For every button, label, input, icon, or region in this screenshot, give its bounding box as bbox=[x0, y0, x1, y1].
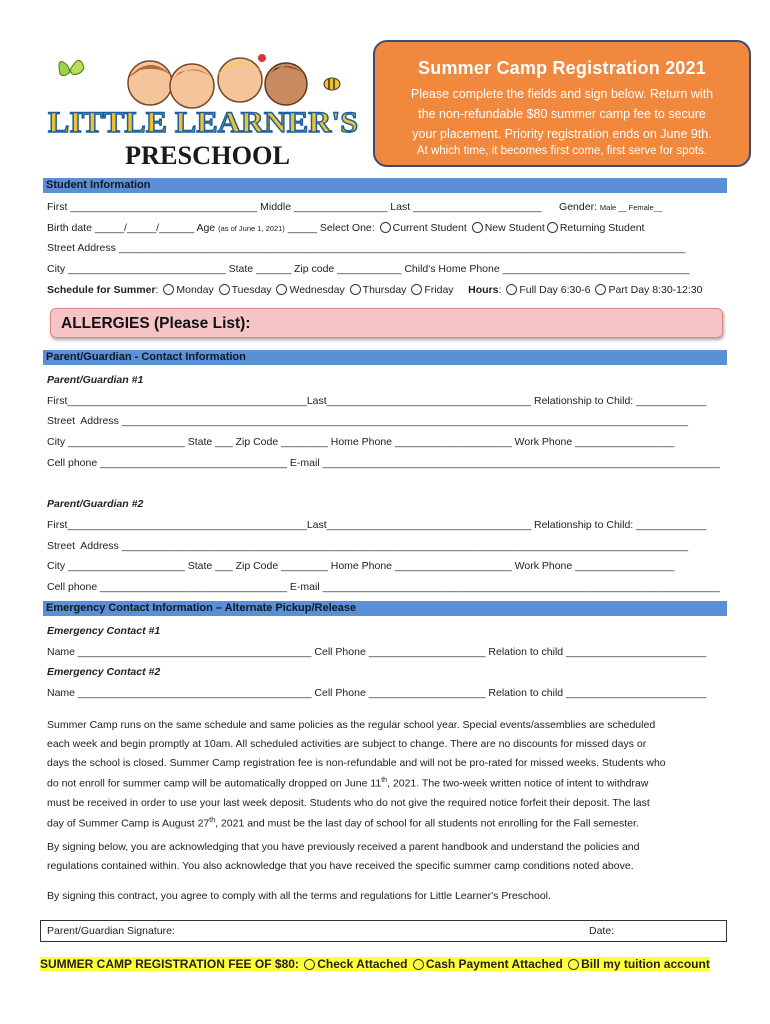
wednesday-radio[interactable] bbox=[276, 284, 287, 295]
parent-1-address-field[interactable]: Street Address _________________________________________________________________________________________________ bbox=[47, 415, 689, 427]
parent-2-heading: Parent/Guardian #2 bbox=[47, 498, 144, 510]
day-label: Monday bbox=[176, 284, 214, 296]
policy-paragraph bbox=[47, 716, 729, 834]
age-field[interactable]: _____ Select One: bbox=[284, 222, 378, 234]
returning-student-label: Returning Student bbox=[559, 222, 645, 234]
header-line: Please complete the fields and sign below. Return with bbox=[410, 87, 714, 101]
emergency-1-heading: Emergency Contact #1 bbox=[47, 625, 161, 637]
parent-2-address-field[interactable]: Street Address _________________________________________________________________________________________________ bbox=[47, 540, 689, 552]
policy-line: day of Summer Camp is August 27th, 2021 and must be the last day of school for all students not enrolling for the Fall semester. bbox=[47, 817, 639, 830]
monday-radio[interactable] bbox=[163, 284, 174, 295]
thursday-radio[interactable] bbox=[350, 284, 361, 295]
allergies-field[interactable]: ALLERGIES (Please List): bbox=[50, 308, 723, 338]
date-label: Date: bbox=[589, 925, 615, 937]
fee-label: SUMMER CAMP REGISTRATION FEE OF $80: bbox=[40, 957, 299, 971]
new-student-radio[interactable] bbox=[472, 222, 483, 233]
butterfly-icon bbox=[59, 60, 84, 75]
student-birth-row[interactable] bbox=[47, 222, 644, 235]
current-student-label: Current Student bbox=[392, 222, 467, 234]
bee-icon bbox=[324, 78, 340, 90]
tuesday-radio[interactable] bbox=[219, 284, 230, 295]
parent-1-name-field[interactable]: First_________________________________________Last___________________________________ Relationship to Child: ____________ bbox=[47, 395, 707, 407]
friday-radio[interactable] bbox=[411, 284, 422, 295]
policy-line: do not enroll for summer camp will be automatically dropped on June 11th, 2021. The two-week written notice of intent to withdraw bbox=[47, 777, 649, 790]
signature-label: Parent/Guardian Signature: bbox=[47, 925, 175, 937]
form-title: Summer Camp Registration 2021 bbox=[418, 58, 706, 78]
student-name-row[interactable] bbox=[47, 201, 662, 214]
policy-line: Summer Camp runs on the same schedule and same policies as the regular school year. Special events/assemblies are scheduled bbox=[47, 719, 656, 731]
emergency-1-field[interactable]: Name ________________________________________ Cell Phone ____________________ Relation to child ________________________ bbox=[47, 646, 707, 658]
hours-option: Full Day 6:30-6 bbox=[519, 284, 591, 296]
birth-date-field[interactable]: Birth date _____/_____/______ Age bbox=[47, 222, 219, 234]
student-city-row[interactable]: City ___________________________ State ______ Zip code ___________ Child's Home Phone ________________________________ bbox=[47, 263, 690, 275]
parent-2-city-field[interactable]: City ____________________ State ___ Zip Code ________ Home Phone ____________________ Work Phone _________________ bbox=[47, 560, 675, 572]
fee-option: Check Attached bbox=[317, 957, 408, 971]
parent-1-heading: Parent/Guardian #1 bbox=[47, 374, 144, 386]
bill-tuition-radio[interactable] bbox=[568, 959, 579, 970]
schedule-label: Schedule for Summer bbox=[47, 284, 156, 296]
emergency-heading: Emergency Contact Information – Alternate Pickup/Release bbox=[43, 601, 727, 616]
parent-2-cell-field[interactable]: Cell phone ________________________________ E-mail ____________________________________________________________________ bbox=[47, 581, 720, 593]
emergency-2-heading: Emergency Contact #2 bbox=[47, 666, 161, 678]
returning-student-radio[interactable] bbox=[547, 222, 558, 233]
acknowledgement-paragraph bbox=[47, 838, 729, 876]
emergency-2-field[interactable]: Name ________________________________________ Cell Phone ____________________ Relation to child ________________________ bbox=[47, 687, 707, 699]
part-day-radio[interactable] bbox=[595, 284, 606, 295]
header-line: the non-refundable $80 summer camp fee to secure bbox=[418, 107, 706, 121]
parent-2-name-field[interactable]: First_________________________________________Last___________________________________ Relationship to Child: ____________ bbox=[47, 519, 707, 531]
logo-title: LITTLE LEARNER'S bbox=[48, 106, 359, 139]
policy-line: must be received in order to use your last week deposit. Students who do not give the required notice forfeit their deposit. The last bbox=[47, 796, 650, 809]
student-name-fields[interactable]: First ________________________________ Middle ________________ Last ______________________ Gender: bbox=[47, 201, 600, 213]
acknowledgement-line: regulations contained within. You also acknowledge that you have received the specific summer camp conditions noted above. bbox=[47, 859, 634, 872]
agreement-paragraph: By signing this contract, you agree to comply with all the terms and regulations for Little Learner's Preschool. bbox=[47, 890, 551, 902]
schedule-row[interactable]: Schedule for Summer: Monday Tuesday Wednesday Thursday Friday Hours: Full Day 6:30-6 Part Day 8:30-12:30 bbox=[47, 284, 703, 296]
policy-line: each week and begin promptly at 10am. All scheduled activities are subject to change. There are no discounts for missed days or bbox=[47, 737, 647, 750]
registration-header-callout bbox=[373, 40, 751, 167]
day-label: Tuesday bbox=[231, 284, 272, 296]
header-instructions bbox=[375, 84, 749, 144]
fee-option: Cash Payment Attached bbox=[425, 957, 563, 971]
check-attached-radio[interactable] bbox=[304, 959, 315, 970]
acknowledgement-line: By signing below, you are acknowledging that you have previously received a parent handbook and understand the policies and bbox=[47, 841, 640, 853]
logo-subtitle: PRESCHOOL bbox=[125, 141, 290, 170]
hours-option: Part Day 8:30-12:30 bbox=[608, 284, 703, 296]
parent-1-cell-field[interactable]: Cell phone ________________________________ E-mail ____________________________________________________________________ bbox=[47, 457, 720, 469]
day-label: Thursday bbox=[362, 284, 407, 296]
children-illustration bbox=[128, 54, 308, 108]
hours-label: Hours bbox=[468, 284, 499, 296]
preschool-logo bbox=[40, 48, 365, 173]
current-student-radio[interactable] bbox=[380, 222, 391, 233]
policy-line: days the school is closed. Summer Camp registration fee is non-refundable and will not be pro-rated for missed weeks. Students who bbox=[47, 756, 666, 769]
header-line: your placement. Priority registration ends on June 9th. bbox=[412, 127, 712, 141]
parent-info-heading: Parent/Guardian - Contact Information bbox=[43, 350, 727, 365]
day-label: Wednesday bbox=[289, 284, 345, 296]
full-day-radio[interactable] bbox=[506, 284, 517, 295]
gender-options[interactable]: Male __ Female__ bbox=[599, 203, 663, 212]
cash-payment-radio[interactable] bbox=[413, 959, 424, 970]
fee-row bbox=[40, 955, 727, 973]
parent-1-city-field[interactable]: City ____________________ State ___ Zip Code ________ Home Phone ____________________ Work Phone _________________ bbox=[47, 436, 675, 448]
day-label: Friday bbox=[424, 284, 454, 296]
student-info-heading: Student Information bbox=[43, 178, 727, 193]
student-address-field[interactable]: Street Address _________________________________________________________________________________________________ bbox=[47, 242, 686, 254]
header-note: At which time, it becomes first come, first serve for spots. bbox=[416, 145, 708, 157]
age-note: (as of June 1, 2021) bbox=[218, 224, 285, 233]
new-student-label: New Student bbox=[484, 222, 545, 234]
fee-option: Bill my tuition account bbox=[581, 957, 710, 971]
signature-box[interactable] bbox=[40, 920, 727, 942]
